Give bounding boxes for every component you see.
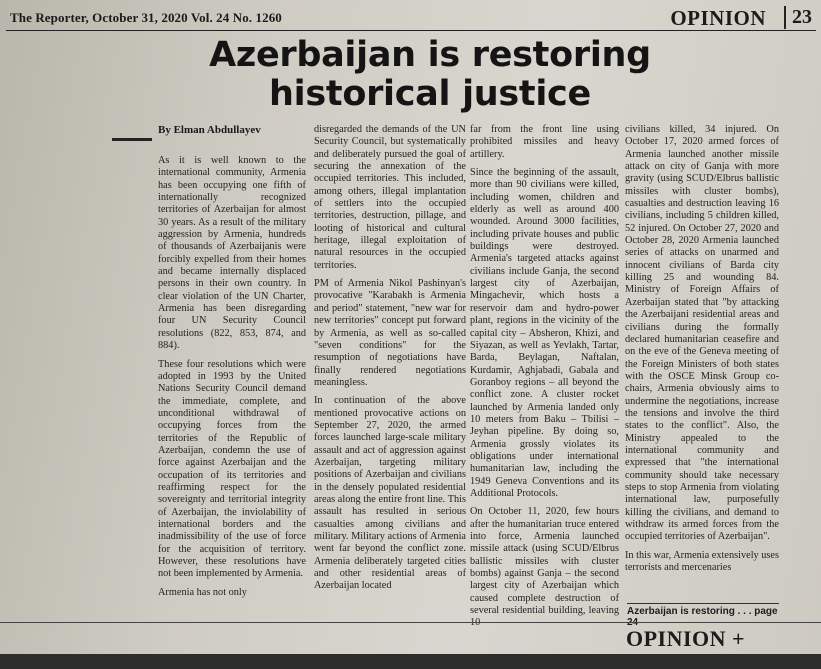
paragraph: As it is well known to the international community, Armenia has been occupying one fifth of internationally recognized territories of Azerbaijan for almost 30 years. As a result of the military aggression by Armenia, hundreds of thousands of Azerbaijanis were forcibly expelled from their homes and became internally displaced persons in their own country. In clear violation of the UN Charter, Armenia has been disregarding four UN Security Council resolutions (822, 853, 874, and 884). (158, 155, 306, 352)
next-page-strip (0, 654, 821, 669)
paragraph: PM of Armenia Nikol Pashinyan's provocative "Karabakh is Armenia and period" statement, "new war for new territories" concept put forward by Armenia, as well as so-called "seven conditions" for the resumption of negotiations have finally rendered negotiations meaningless. (314, 278, 466, 388)
headline (150, 36, 710, 114)
paragraph: On October 11, 2020, few hours after the humanitarian truce entered into force, Armenia launched missile attack (using SCUD/Elbrus ballistic missiles with cluster bombs) against Ganja – the second largest city of Azerbaijan which caused complete destruction of several residential building, leaving (470, 506, 619, 617)
page-header (6, 4, 816, 31)
continued-on-link: Azerbaijan is restoring . . . page (627, 603, 779, 628)
article-column-4 (625, 124, 779, 580)
article-column-2 (314, 124, 466, 593)
article-column-3 (470, 124, 619, 630)
decorative-rule (112, 138, 152, 141)
byline: By Elman Abdullayev (158, 124, 261, 136)
page-number: 23 (784, 6, 812, 29)
footer-section-label: OPINION + (626, 626, 746, 651)
paragraph: far from the front line using prohibited missiles and heavy artillery. (470, 124, 619, 160)
paragraph: In this war, Armenia extensively uses terrorists and mercenaries (625, 549, 780, 574)
masthead: The Reporter, October 31, 2020 Vol. 24 No. 1260 (10, 10, 282, 25)
article-column-1 (158, 155, 306, 599)
paragraph: Armenia has not only (158, 586, 247, 598)
paragraph: These four resolutions which were adopted in 1993 by the United Nations Security Council demand the immediate, complete, and unconditional withdrawal of occupying forces from the territories of the Republic of Azerbaijan, condemn the use of force against Azerbaijan and the occupation of its territories and reaffirming respect for the sovereignty and territorial integrity of Azerbaijan, the inviolability of international borders and the inadmissibility of the use of force for the acquisition of territory. However, these resolutions have not been implemented by Armenia. (158, 358, 306, 580)
headline-line-1: Azerbaijan is restoring (209, 35, 651, 75)
paragraph: disregarded the demands of the UN Security Council, but systematically and deliberately pursued the goal of securing the annexation of the occupied territories. This included, among others, illegal implantation of settlers into the occupied territories, destruction, pillage, and looting of historical and cultural heritage, illegal exploitation of natural resources in the occupied territories. (314, 124, 466, 271)
section-label: OPINION (670, 6, 766, 30)
headline-line-2: historical justice (269, 74, 591, 114)
footer-rule (0, 622, 821, 623)
paragraph: civilians killed, 34 injured. On October 17, 2020 armed forces of Armenia launched another missile attack on city of Ganja with more gravity (using SCUD/Elbrus ballistic missiles with cluster bombs), casualties and destruction leaving 16 civilians, including 5 children killed, 52 injured. On October 27, 2020 and October 28, 2020 Armenia launched series of attacks on unarmed and innocent civilians of Barda city killing 25 and wounding 84. Ministry of Foreign Affairs of Azerbaijan stated that "by attacking the Azerbaijani residential areas and civilians during the formally declared humanitarian ceasefire and on the eve of the Geneva meeting of the Foreign Ministers of both states with the OSCE Minsk Group co-chairs, Armenia obviously aims to undermine the negotiations, increase the tensions and involve the third states to the conflict". Also, the Ministry appealed to the international community and expressed that "the international community should take necessary steps to stop Armenia from violating international law, purposefully killing the civilians, and demand to withdraw its armed forces from the occupied territories of Azerbaijan". (625, 124, 779, 543)
paragraph: Since the beginning of the assault, more than 90 civilians were killed, including women, children and elderly as well as around 400 wounded. Around 3000 facilities, including private houses and public buildings were destroyed. Armenia's targeted attacks against civilians include Ganja, the second largest city of Azerbaijan, Mingachevir, which hosts a reservoir dam and hydro-power plant, regions in the vicinity of the capital city – Absheron, Khizi, and Siyazan, as well as Yevlakh, Tartar, Barda, Beylagan, Naftalan, Kurdamir, Aghjabadi, Gabala and Goranboy regions – all beyond the conflict zone. A cluster rocket launched by Armenia landed only 10 meters from Baku – Tbilisi – Jeyhan pipeline. By doing so, Armenia grossly violates its obligations under international humanitarian law, including the 1949 Geneva Conventions and its Additional Protocols. (470, 167, 619, 499)
paragraph: In continuation of the above mentioned provocative actions on September 27, 2020, the armed forces launched large-scale military assault and act of aggression against Azerbaijan, targeting military positions of Azerbaijan and civilians in the densely populated residential areas along the entire front line. This assault has resulted in serious casualties among civilians and military. Military actions of Armenia went far beyond the conflict zone. Armenia deliberately targeted cities and other residential areas of Azerbaijan located (314, 395, 466, 592)
